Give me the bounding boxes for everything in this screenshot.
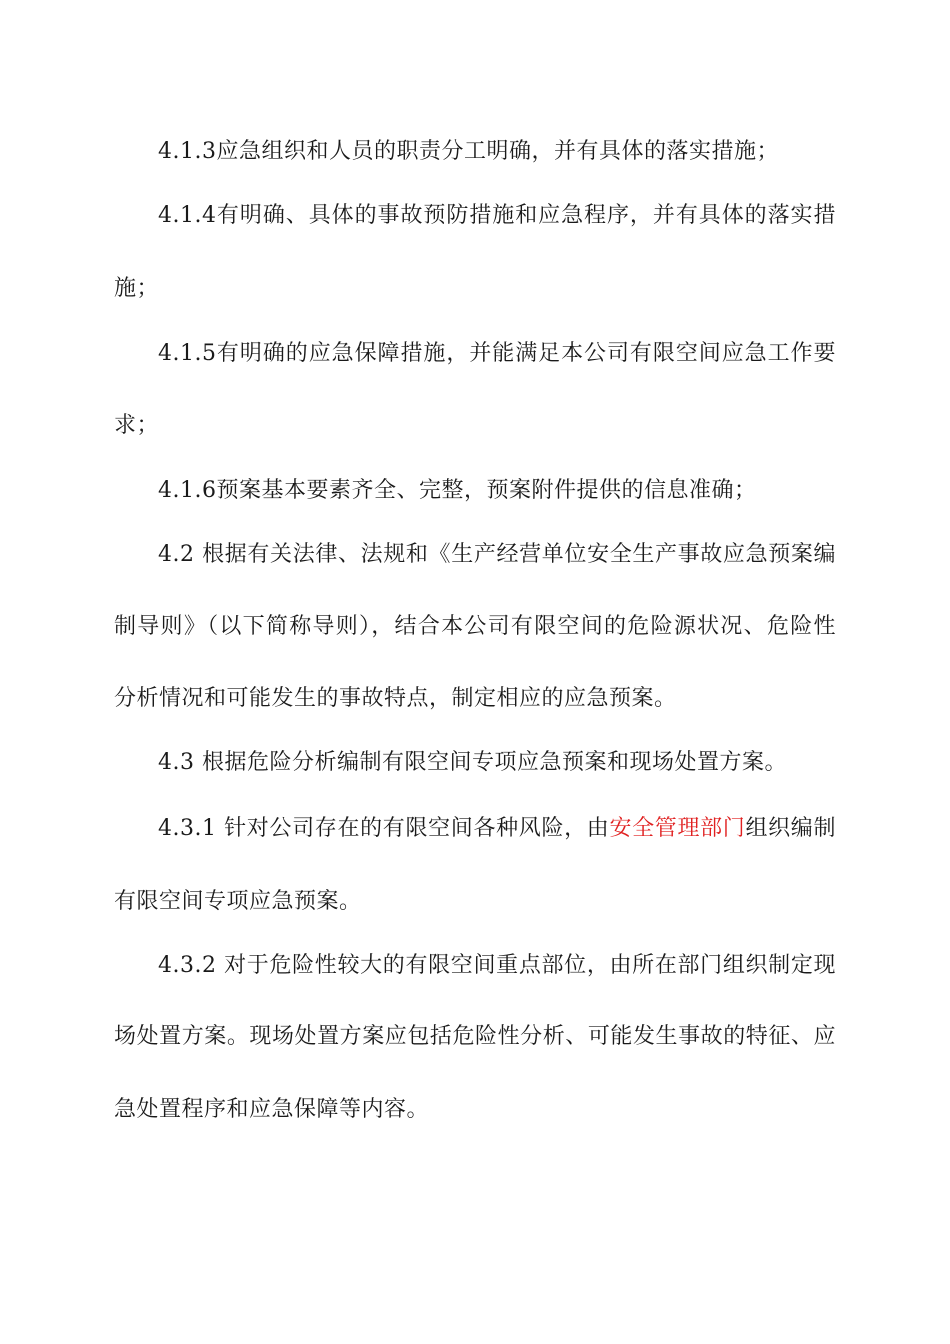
paragraph-4-1-6: 4.1.6预案基本要素齐全、完整，预案附件提供的信息准确； <box>158 478 757 503</box>
paragraph-4-2-line-1: 4.2 根据有关法律、法规和《生产经营单位安全生产事故应急预案编 <box>158 542 836 567</box>
paragraph-4-3-1-text-a: 4.3.1 针对公司存在的有限空间各种风险，由 <box>158 816 610 841</box>
paragraph-4-1-4-line-2: 施； <box>114 276 160 301</box>
paragraph-4-1-5-line-1: 4.1.5有明确的应急保障措施，并能满足本公司有限空间应急工作要 <box>158 341 836 366</box>
paragraph-4-3-2-line-2: 场处置方案。现场处置方案应包括危险性分析、可能发生事故的特征、应 <box>114 1024 836 1049</box>
paragraph-4-1-4-line-1: 4.1.4有明确、具体的事故预防措施和应急程序，并有具体的落实措 <box>158 203 836 228</box>
paragraph-4-3-1-text-b: 组织编制 <box>745 816 836 841</box>
paragraph-4-2-line-2: 制导则》（以下简称导则），结合本公司有限空间的危险源状况、危险性 <box>114 614 836 639</box>
paragraph-4-3-1-line-1 <box>158 814 836 844</box>
highlight-safety-management-dept: 安全管理部门 <box>609 816 746 841</box>
paragraph-4-3: 4.3 根据危险分析编制有限空间专项应急预案和现场处置方案。 <box>158 750 787 775</box>
paragraph-4-3-2-line-3: 急处置程序和应急保障等内容。 <box>114 1097 430 1122</box>
paragraph-4-3-1-line-2: 有限空间专项应急预案。 <box>114 889 362 914</box>
paragraph-4-1-3: 4.1.3应急组织和人员的职责分工明确，并有具体的落实措施； <box>158 139 779 164</box>
paragraph-4-3-2-line-1: 4.3.2 对于危险性较大的有限空间重点部位，由所在部门组织制定现 <box>158 953 836 978</box>
paragraph-4-1-5-line-2: 求； <box>114 413 160 438</box>
paragraph-4-2-line-3: 分析情况和可能发生的事故特点，制定相应的应急预案。 <box>114 686 677 711</box>
